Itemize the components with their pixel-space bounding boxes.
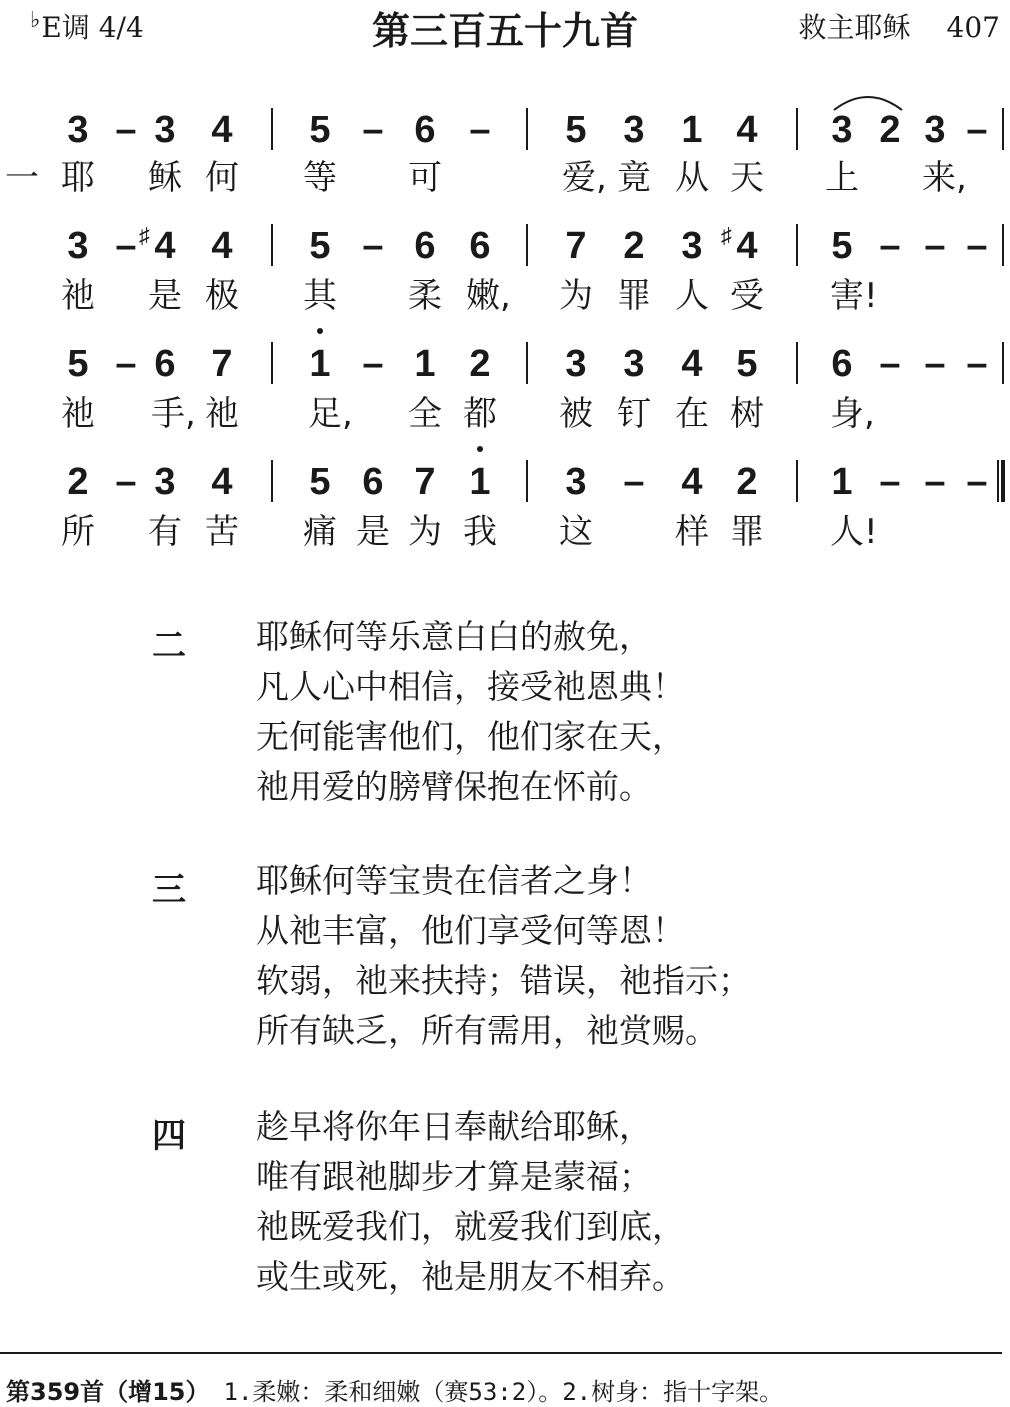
lyric: 苦 [205,512,239,552]
lyric: 身, [830,394,875,434]
verse-line: 趁早将你年日奉献给耶稣， [256,1107,652,1146]
note: 6 [414,225,436,267]
lyric: 来, [922,158,967,198]
page-number: 407 [946,11,1000,44]
lyric: 足, [308,394,353,434]
note: 5 [831,225,853,267]
note: 3 [623,109,645,151]
note: 2 [623,225,645,267]
verse-line: 耶稣何等宝贵在信者之身！ [256,861,652,900]
lyric: 是 [356,512,390,552]
note: 4 [681,343,703,385]
lyric: 等 [303,158,337,198]
lyric: 钉 [617,394,651,434]
lyric-line-2 [0,274,1010,318]
lyric: 耶 [61,158,95,198]
bar-line [526,108,528,150]
verse-number: 三 [152,870,186,910]
lyric: 所 [61,512,95,552]
note: 6 [362,461,384,503]
note: 3 [565,343,587,385]
lyric: 罪 [730,512,764,552]
verse-number: 一 [5,158,39,198]
lyric: 稣 [148,158,182,198]
note: – [924,461,946,503]
verse-line: 或生或死，祂是朋友不相弃。 [256,1257,685,1296]
bar-line [271,224,273,266]
note: – [362,343,384,385]
note: 1 [831,461,853,503]
bar-line [271,342,273,384]
lyric: 爱, [562,158,607,198]
lyric: 可 [408,158,442,198]
note: – [115,109,137,151]
note: – [924,225,946,267]
lyric: 害! [830,276,878,316]
note: 2 [469,343,491,385]
bar-line [1002,224,1004,266]
note: – [879,343,901,385]
lyric: 何 [205,158,239,198]
note: 4 [736,109,758,151]
note: 3 [565,461,587,503]
note: 3 [67,225,89,267]
verse-line: 唯有跟祂脚步才算是蒙福； [256,1157,652,1196]
note: – [966,343,988,385]
lyric: 罪 [617,276,651,316]
note: 5 [309,109,331,151]
octave-dot [477,446,483,452]
note: 6 [831,343,853,385]
bar-line [526,224,528,266]
lyric: 祂 [61,394,95,434]
lyric: 极 [205,276,239,316]
note-sharp: ♯ 4 [145,222,185,270]
verse-number: 四 [152,1116,186,1156]
note: 3 [154,461,176,503]
note: – [362,225,384,267]
note: 1 [681,109,703,151]
footnote-divider [0,1352,1002,1354]
note-high-octave: 1 [300,340,340,388]
note: – [966,109,988,151]
verse-line: 无何能害他们，他们家在天， [256,717,685,756]
flat-sign: ♭ [30,8,41,33]
bar-line [526,460,528,502]
lyric: 全 [408,394,442,434]
lyric: 这 [559,512,593,552]
note: – [115,461,137,503]
bar-line [1002,108,1004,150]
lyric: 受 [730,276,764,316]
note: 5 [565,109,587,151]
lyric: 树 [730,394,764,434]
note: – [879,225,901,267]
lyric: 在 [675,394,709,434]
note: 3 [67,109,89,151]
bar-line [796,108,798,150]
sharp-sign: ♯ [139,223,150,248]
slur-mark [830,90,906,114]
octave-dot [317,328,323,334]
note: 2 [67,461,89,503]
bar-line [796,342,798,384]
lyric: 我 [463,512,497,552]
lyric-line-1 [0,156,1010,200]
note: – [966,225,988,267]
lyric: 样 [675,512,709,552]
note: – [623,461,645,503]
note: 5 [67,343,89,385]
notation-line-4 [0,458,1010,506]
lyric: 人! [830,512,878,552]
note: 2 [879,109,901,151]
notation-line-3 [0,340,1010,388]
verse-number: 二 [152,626,186,666]
note: 3 [623,343,645,385]
note: 5 [309,225,331,267]
footnote [6,1372,783,1407]
lyric: 人 [675,276,709,316]
verse-line: 凡人心中相信，接受祂恩典！ [256,667,685,706]
bar-line [796,224,798,266]
verse-line: 祂用爱的膀臂保抱在怀前。 [256,767,652,806]
lyric: 有 [148,512,182,552]
key-signature: ♭E调 4/4 [30,8,144,44]
note: 4 [211,225,233,267]
note: – [115,225,137,267]
note: 6 [414,109,436,151]
lyric: 柔 [408,276,442,316]
note: 2 [736,461,758,503]
hymn-subject: 救主耶稣 [798,11,911,44]
lyric: 上 [825,158,859,198]
note-high-octave: 1 [460,458,500,506]
lyric: 是 [148,276,182,316]
verse-line: 从祂丰富，他们享受何等恩！ [256,911,685,950]
note: 4 [211,109,233,151]
note: 3 [831,109,853,151]
verse-line: 软弱，祂来扶持；错误，祂指示； [256,961,751,1000]
note: 3 [681,225,703,267]
note: 3 [924,109,946,151]
page-header-right [799,6,1000,46]
note: 7 [565,225,587,267]
lyric-line-3 [0,392,1010,436]
note: 1 [414,343,436,385]
lyric: 其 [303,276,337,316]
hymn-title: 第三百五十九首 [371,9,638,53]
note: – [966,461,988,503]
note-sharp: ♯ 4 [727,222,767,270]
bar-line [271,460,273,502]
lyric: 手, [151,394,196,434]
note: – [924,343,946,385]
note: – [469,109,491,151]
note: 5 [736,343,758,385]
verse-line: 耶稣何等乐意白白的赦免， [256,617,652,656]
note: 7 [414,461,436,503]
verse-line: 所有缺乏，所有需用，祂赏赐。 [256,1011,718,1050]
lyric: 被 [559,394,593,434]
lyric: 天 [730,158,764,198]
lyric: 痛 [303,512,337,552]
lyric: 为 [559,276,593,316]
lyric: 祂 [61,276,95,316]
lyric: 都 [463,394,497,434]
note: – [879,461,901,503]
sharp-sign: ♯ [721,223,732,248]
note: 6 [469,225,491,267]
lyric: 竟 [617,158,651,198]
note: 7 [211,343,233,385]
note: 3 [154,109,176,151]
final-bar-line [997,460,1005,502]
lyric: 嫩, [466,276,511,316]
lyric-line-4 [0,510,1010,554]
lyric: 为 [408,512,442,552]
footnote-label: 第359首（增15） [6,1378,210,1406]
note: 4 [211,461,233,503]
note: 4 [681,461,703,503]
bar-line [271,108,273,150]
notation-line-2 [0,222,1010,270]
bar-line [1002,342,1004,384]
lyric: 从 [675,158,709,198]
lyric: 祂 [205,394,239,434]
note: 6 [154,343,176,385]
bar-line [796,460,798,502]
footnote-text: 1.柔嫩：柔和细嫩（赛53:2）。2.树身：指十字架。 [223,1378,784,1406]
note: 5 [309,461,331,503]
verse-line: 祂既爱我们，就爱我们到底， [256,1207,685,1246]
note: – [362,109,384,151]
note: – [115,343,137,385]
bar-line [526,342,528,384]
